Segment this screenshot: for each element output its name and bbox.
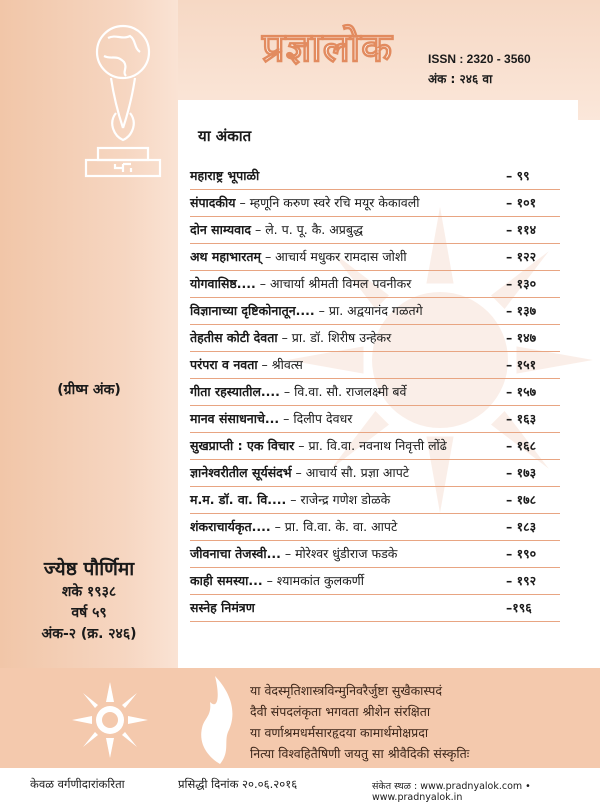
toc-entry xyxy=(190,302,490,319)
toc-item xyxy=(190,406,582,433)
toc-entry xyxy=(190,545,490,562)
toc-item xyxy=(190,487,582,514)
toc-item xyxy=(190,352,582,379)
website-links[interactable]: संकेत स्थळ : www.pradnyalok.com • www.pradnyalok.in xyxy=(372,781,531,803)
toc-title: जीवनाचा तेजस्वी... xyxy=(190,546,281,561)
toc-author: – म्हणूनि करुण स्वरे रचि मयूर केकावली xyxy=(235,195,420,210)
toc-author: – प्रा. अद्वयानंद गळतगे xyxy=(314,303,423,318)
toc-title: गीता रहस्यातील.... xyxy=(190,384,280,399)
toc-title: सुखप्राप्ती : एक विचार xyxy=(190,438,295,453)
date-line-1: ज्येष्ठ पौर्णिमा xyxy=(43,558,135,580)
toc-entry xyxy=(190,383,490,400)
toc-page: – १९० xyxy=(506,546,537,561)
toc-title: परंपरा व नवता xyxy=(190,357,258,372)
toc-item xyxy=(190,271,582,298)
toc-item xyxy=(190,298,582,325)
toc-page: – १७८ xyxy=(506,492,537,507)
toc-title: संपादकीय xyxy=(190,195,236,210)
toc-item xyxy=(190,190,582,217)
toc-author: – आचार्य मधुकर रामदास जोशी xyxy=(260,249,407,264)
toc-item xyxy=(190,325,582,352)
toc-page: – १५७ xyxy=(506,384,537,399)
toc-entry xyxy=(190,572,490,589)
table-of-contents xyxy=(190,163,582,622)
toc-page: – १६८ xyxy=(506,438,537,453)
toc-item xyxy=(190,595,582,622)
contents-heading: या अंकात xyxy=(198,127,252,145)
title-text: प्रज्ञालोक xyxy=(262,25,393,71)
toc-page: – ११४ xyxy=(506,222,537,237)
toc-title: तेहतीस कोटी देवता xyxy=(190,330,278,345)
toc-author: – आचार्या श्रीमती विमल पवनीकर xyxy=(255,276,412,291)
season-label: (ग्रीष्म अंक) xyxy=(57,382,121,398)
toc-title: विज्ञानाच्या दृष्टिकोनातून.... xyxy=(190,303,315,318)
toc-page: – १६३ xyxy=(506,411,537,426)
toc-page: – १२२ xyxy=(506,249,537,264)
toc-author: – प्रा. वि.वा. के. वा. आपटे xyxy=(270,519,398,534)
toc-page: –१९६ xyxy=(506,600,532,615)
toc-author: – ले. प. पू. कै. अप्रबुद्ध xyxy=(251,222,364,237)
toc-item xyxy=(190,541,582,568)
toc-author: – श्रीवत्स xyxy=(257,357,303,372)
toc-title: शंकराचार्यकृत.... xyxy=(190,519,271,534)
toc-title: म.म. डॉ. वा. वि.... xyxy=(190,492,287,507)
toc-title: सस्नेह निमंत्रण xyxy=(190,600,255,615)
subscribers-note: केवळ वर्गणीदारांकरिता xyxy=(30,777,125,791)
toc-entry xyxy=(190,194,490,211)
toc-author: – प्रा. डॉ. शिरीष उन्हेकर xyxy=(277,330,392,345)
globe-torch-emblem-icon xyxy=(78,18,168,190)
issue-number: अंक : २४६ वा xyxy=(428,72,493,86)
toc-page: – १९२ xyxy=(506,573,537,588)
toc-page: – १३० xyxy=(506,276,537,291)
toc-entry xyxy=(190,437,490,454)
date-line-4: अंक-२ (क्र. २४६) xyxy=(41,626,137,642)
toc-item xyxy=(190,514,582,541)
verse-line: या वेदस्मृतिशास्त्रविन्मुनिवरैर्जुष्टा सुखैकास्पदं xyxy=(250,683,443,698)
verse-line: दैवी संपदलंकृता भगवता श्रीशेन संरक्षिता xyxy=(250,704,431,719)
toc-divider xyxy=(190,621,560,622)
toc-title: दोन साम्यवाद xyxy=(190,222,251,237)
toc-author: – दिलीप देवधर xyxy=(279,411,353,426)
date-line-3: वर्ष ५९ xyxy=(71,605,107,621)
toc-title: योगवासिष्ठ.... xyxy=(190,276,256,291)
toc-item xyxy=(190,217,582,244)
toc-item xyxy=(190,568,582,595)
flame-icon xyxy=(190,672,240,768)
toc-entry xyxy=(190,275,490,292)
toc-entry xyxy=(190,356,490,373)
magazine-title xyxy=(262,25,393,71)
toc-entry xyxy=(190,410,490,427)
toc-title: मानव संसाधनाचे... xyxy=(190,411,280,426)
toc-page: – १८३ xyxy=(506,519,537,534)
date-line-2: शके १९३८ xyxy=(61,584,117,600)
toc-entry xyxy=(190,599,490,616)
toc-item xyxy=(190,163,582,190)
sun-emblem-icon xyxy=(70,680,150,760)
toc-entry xyxy=(190,167,490,184)
toc-page: – १४७ xyxy=(506,330,537,345)
toc-entry xyxy=(190,248,490,265)
issn-number: ISSN : 2320 - 3560 xyxy=(428,52,531,66)
toc-author: – प्रा. वि.वा. नवनाथ निवृत्ती लोंढे xyxy=(294,438,447,453)
toc-page: – १३७ xyxy=(506,303,537,318)
toc-author: – आचार्य सौ. प्रज्ञा आपटे xyxy=(291,465,410,480)
toc-page: – १७३ xyxy=(506,465,537,480)
toc-title: अथ महाभारतम् xyxy=(190,249,261,264)
issue-date-block xyxy=(0,556,178,645)
toc-author: – मोरेश्वर धुंडीराज फडके xyxy=(280,546,398,561)
toc-title: ज्ञानेश्वरीतील सूर्यसंदर्भ xyxy=(190,465,292,480)
toc-item xyxy=(190,379,582,406)
toc-entry xyxy=(190,464,490,481)
toc-author: – वि.वा. सौ. राजलक्ष्मी बर्वे xyxy=(279,384,407,399)
toc-page: – १५१ xyxy=(506,357,537,372)
verse-line: या वर्णाश्रमधर्मसारहृदया कामार्थमोक्षप्रदा xyxy=(250,725,429,740)
toc-item xyxy=(190,460,582,487)
toc-page: – १०१ xyxy=(506,195,537,210)
verse-line: नित्या विश्वहितैषिणी जयतु सा श्रीवैदिकी संस्कृतिः xyxy=(250,746,470,761)
publication-date: प्रसिद्धी दिनांक २०.०६.२०१६ xyxy=(178,777,298,791)
toc-entry xyxy=(190,221,490,238)
toc-item xyxy=(190,433,582,460)
toc-page: – ९९ xyxy=(506,168,530,183)
toc-entry xyxy=(190,329,490,346)
sanskrit-verse xyxy=(250,680,590,764)
toc-author: – श्यामकांत कुलकर्णी xyxy=(262,573,364,588)
toc-title: महाराष्ट्र भूपाळी xyxy=(190,168,260,183)
toc-entry xyxy=(190,518,490,535)
toc-author: – राजेन्द्र गणेश डोळके xyxy=(286,492,391,507)
toc-title: काही समस्या... xyxy=(190,573,263,588)
toc-entry xyxy=(190,491,490,508)
toc-item xyxy=(190,244,582,271)
